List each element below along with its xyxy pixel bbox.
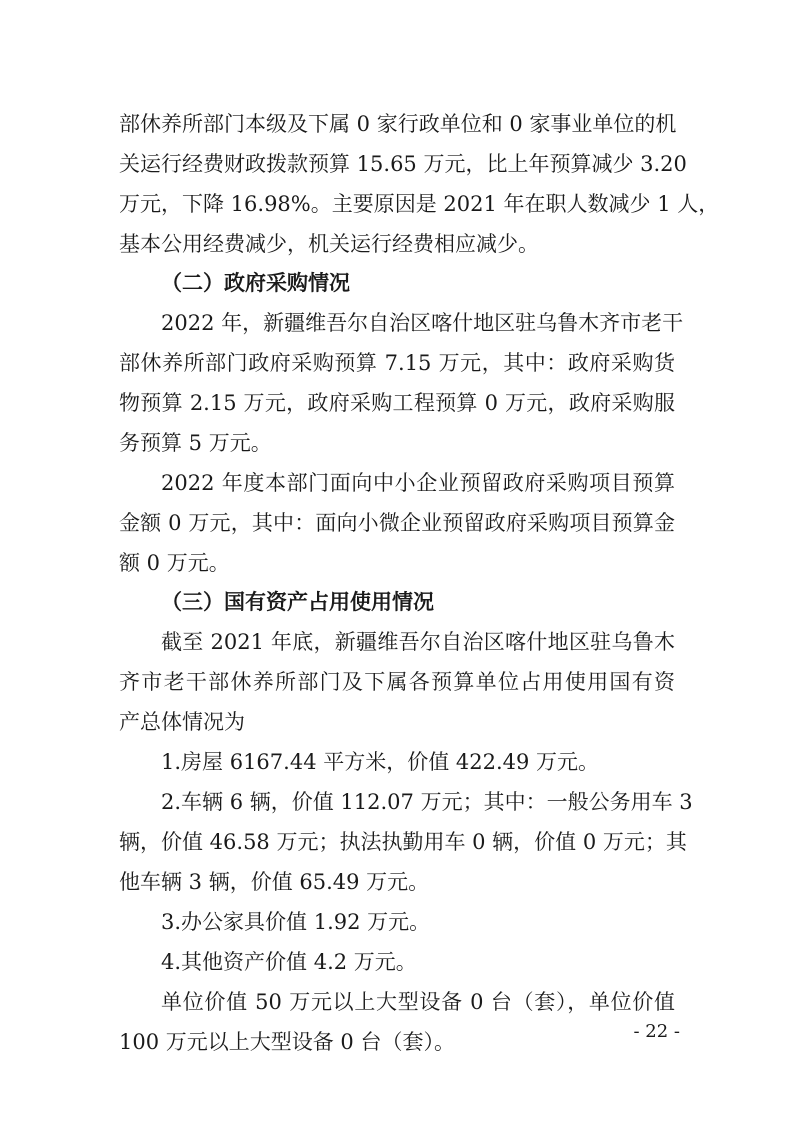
list-item-vehicles: 2.车辆 6 辆，价值 112.07 万元；其中：一般公务用车 3 (161, 790, 693, 814)
body-line: 物预算 2.15 万元，政府采购工程预算 0 万元，政府采购服 (119, 391, 675, 415)
body-line: 2022 年度本部门面向中小企业预留政府采购项目预算 (161, 471, 675, 495)
body-line: 额 0 万元。 (119, 551, 230, 575)
body-line: 2022 年，新疆维吾尔自治区喀什地区驻乌鲁木齐市老干 (161, 311, 684, 335)
body-line: 关运行经费财政拨款预算 15.65 万元，比上年预算减少 3.20 (119, 152, 687, 176)
body-line: 他车辆 3 辆，价值 65.49 万元。 (119, 870, 430, 894)
body-line: 齐市老干部休养所部门及下属各预算单位占用使用国有资 (119, 670, 675, 694)
section-heading-procurement: （二）政府采购情况 (161, 271, 350, 295)
body-line: 基本公用经费减少，机关运行经费相应减少。 (119, 232, 539, 256)
body-line: 金额 0 万元，其中：面向小微企业预留政府采购项目预算金 (119, 511, 675, 535)
list-item-housing: 1.房屋 6167.44 平方米，价值 422.49 万元。 (161, 750, 600, 774)
body-line: 辆，价值 46.58 万元；执法执勤用车 0 辆，价值 0 万元；其 (119, 830, 687, 854)
page-number: - 22 - (633, 1021, 680, 1042)
section-heading-state-assets: （三）国有资产占用使用情况 (161, 590, 434, 614)
body-line: 务预算 5 万元。 (119, 431, 272, 455)
body-line: 万元，下降 16.98%。主要原因是 2021 年在职人数减少 1 人， (119, 192, 720, 216)
body-line: 单位价值 50 万元以上大型设备 0 台（套），单位价值 (161, 990, 675, 1014)
list-item-other-assets: 4.其他资产价值 4.2 万元。 (161, 950, 417, 974)
body-line: 部休养所部门政府采购预算 7.15 万元，其中：政府采购货 (119, 351, 675, 375)
body-line: 100 万元以上大型设备 0 台（套）。 (119, 1030, 455, 1054)
body-line: 截至 2021 年底，新疆维吾尔自治区喀什地区驻乌鲁木 (161, 630, 675, 654)
body-line: 部休养所部门本级及下属 0 家行政单位和 0 家事业单位的机 (119, 112, 677, 136)
body-line: 产总体情况为 (119, 710, 245, 734)
list-item-furniture: 3.办公家具价值 1.92 万元。 (161, 910, 431, 934)
